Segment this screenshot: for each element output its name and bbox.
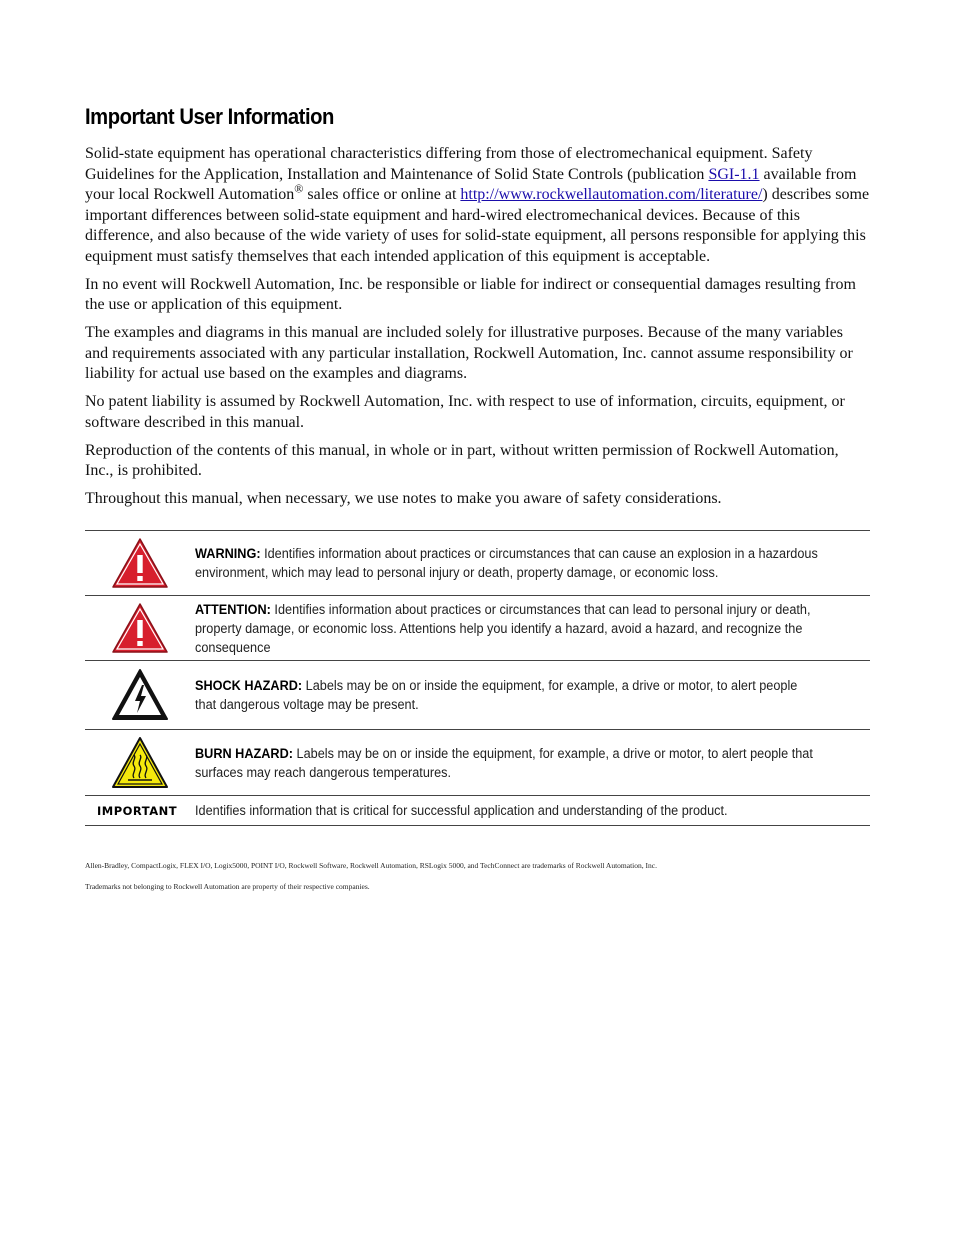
paragraph-reproduction: Reproduction of the contents of this manual, in whole or in part, without written permission of Rockwell Automation, Inc., is prohibited. — [85, 441, 839, 479]
important-label: IMPORTANT — [85, 796, 195, 826]
paragraph-patent: No patent liability is assumed by Rockwell Automation, Inc. with respect to use of information, circuits, equipment, or software described in this manual. — [85, 393, 845, 431]
notice-row-important — [85, 796, 870, 826]
paragraph-text: Solid-state equipment has operational characteristics differing from those of electromechanical equipment. Safety Guidelines for the Application, Installation and Maintenance of Solid State Controls (publication — [85, 145, 813, 183]
page-content — [85, 104, 870, 517]
burn-hazard-icon — [111, 736, 169, 790]
notice-row-warning — [85, 531, 870, 596]
paragraph-text: ) describes some important differences between solid-state equipment and hard-wired electromechanical devices. Because of this difference, and also because of the wide variety of uses for solid-state equipment, all persons responsible for applying this equipment must satisfy themselves that each intended application of this equipment is acceptable. — [85, 186, 870, 265]
important-text: Identifies information that is critical for successful application and understanding of the product. — [195, 796, 830, 826]
safety-notices-table — [85, 530, 870, 826]
attention-triangle-icon — [111, 602, 169, 654]
shock-label: SHOCK HAZARD: — [195, 678, 303, 693]
literature-link[interactable]: http://www.rockwellautomation.com/literature/ — [460, 186, 763, 203]
burn-label: BURN HAZARD: — [195, 745, 293, 761]
warning-triangle-icon — [111, 537, 169, 589]
notice-row-burn — [85, 730, 870, 796]
warning-text: Identifies information about practices or circumstances that can cause an explosion in a hazardous environment, which may lead to personal injury or death, property damage, or economic loss. — [195, 546, 818, 580]
notice-row-shock — [85, 661, 870, 730]
paragraph-text: available from your local Rockwell Automation — [85, 165, 857, 203]
shock-text: Labels may be on or inside the equipment, for example, a drive or motor, to alert people that dangerous voltage may be present. — [195, 678, 798, 712]
paragraph-examples: The examples and diagrams in this manual are included solely for illustrative purposes. Because of the many variables and requirements associated with any particular installation, Rockwell Automation, Inc. cannot assume responsibility or liability for actual use based on the examples and diagrams. — [85, 324, 853, 382]
paragraph-safety-guidelines — [85, 144, 870, 267]
page-title: Important User Information — [85, 104, 334, 129]
attention-text: Identifies information about practices or circumstances that can lead to personal injury or death, property damage, or economic loss. Attentions help you identify a hazard, avoid a hazard, and recognize the consequence — [195, 601, 811, 655]
shock-hazard-icon — [111, 668, 169, 722]
sgi-link[interactable]: SGI-1.1 — [708, 165, 760, 183]
trademarks-footnote: Allen-Bradley, CompactLogix, FLEX I/O, Logix5000, POINT I/O, Rockwell Software, Rockwell Automation, RSLogix 5000, and TechConnect are trademarks of Rockwell Automation, Inc. — [85, 861, 657, 870]
paragraph-liability: In no event will Rockwell Automation, Inc. be responsible or liable for indirect or consequential damages resulting from the use or application of this equipment. — [85, 275, 856, 313]
attention-label: ATTENTION: — [195, 601, 271, 617]
burn-text: Labels may be on or inside the equipment, for example, a drive or motor, to alert people that surfaces may reach dangerous temperatures. — [195, 745, 813, 780]
paragraph-safety-notes: Throughout this manual, when necessary, we use notes to make you aware of safety considerations. — [85, 490, 722, 507]
other-trademarks-footnote: Trademarks not belonging to Rockwell Automation are property of their respective companies. — [85, 882, 370, 891]
paragraph-text: sales office or online at — [303, 186, 461, 203]
notice-row-attention — [85, 596, 870, 661]
warning-label: WARNING: — [195, 546, 261, 561]
registered-mark: ® — [294, 181, 304, 196]
